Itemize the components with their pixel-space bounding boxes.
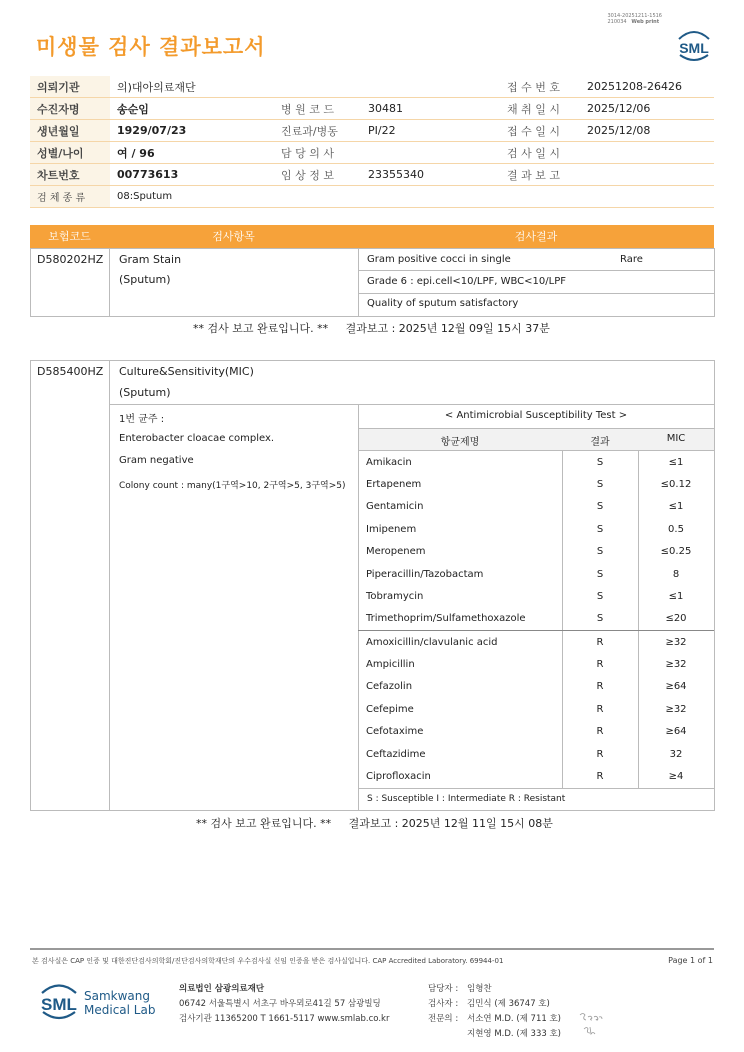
- info-value: [580, 186, 714, 208]
- info-value: PI/22: [361, 120, 500, 142]
- header-test-result: 검사결과: [514, 230, 558, 243]
- info-label: 수진자명: [30, 98, 110, 120]
- info-value: 2025/12/08: [580, 120, 714, 142]
- ast-name: Meropenem: [366, 546, 426, 558]
- patient-info-table: [30, 76, 714, 208]
- staff-role: 담당자 :: [428, 984, 459, 994]
- ast-mic: 32: [669, 748, 683, 760]
- ast-row: [358, 721, 714, 743]
- ast-mic: ≤1: [668, 501, 684, 513]
- ast-row: [358, 698, 714, 720]
- web-print-id: 3014-20251211-1516: [607, 13, 662, 19]
- info-value: 30481: [361, 98, 500, 120]
- info-value: 2025/12/06: [580, 98, 714, 120]
- ast-row: [358, 743, 714, 765]
- ast-name: Ciprofloxacin: [366, 771, 431, 783]
- cap-certification: 본 검사실은 CAP 인증 및 대한진단검사의학회/진단검사의학재단의 우수검사실 신임 인증을 받은 검사실입니다. CAP Accredited Laboratory. 69944-01: [32, 957, 504, 965]
- staff-name: 임형찬: [467, 984, 492, 994]
- ast-name: Cefazolin: [366, 681, 413, 693]
- ast-row: [358, 631, 714, 653]
- ast-res: S: [596, 456, 604, 468]
- lab-name: [84, 989, 155, 1017]
- info-label: 접 수 번 호: [500, 76, 580, 98]
- ast-name: Piperacillin/Tazobactam: [366, 568, 484, 580]
- info-label: 접 수 일 시: [500, 120, 580, 142]
- ast-mic: ≤0.12: [660, 479, 692, 491]
- web-print-stamp: [607, 13, 662, 25]
- ast-res: S: [596, 479, 604, 491]
- info-value: 08:Sputum: [110, 186, 274, 208]
- ast-res: S: [596, 613, 604, 625]
- ast-row: [358, 585, 714, 607]
- info-row: [30, 142, 714, 164]
- ast-res: S: [596, 591, 604, 603]
- ast-res: R: [596, 703, 604, 715]
- ast-row: [358, 563, 714, 585]
- header-test-item: 검사항목: [212, 230, 255, 243]
- ast-name: Ampicillin: [366, 659, 415, 671]
- organism-label: 1번 균주 :: [119, 414, 165, 425]
- ast-mic: ≤20: [665, 613, 687, 625]
- ast-mic: 8: [672, 568, 680, 580]
- ast-res: S: [596, 568, 604, 580]
- sml-logo: [674, 27, 714, 63]
- ast-row: [358, 473, 714, 495]
- ast-res: R: [596, 726, 604, 738]
- info-value: 의)대아의료재단: [110, 76, 274, 98]
- ast-res: S: [596, 523, 604, 535]
- culture-specimen: (Sputum): [119, 386, 171, 399]
- ast-mic: ≤1: [668, 456, 684, 468]
- ast-name: Cefotaxime: [366, 726, 424, 738]
- sml-logo-text: SML: [679, 40, 709, 56]
- ast-mic: ≥32: [665, 703, 687, 715]
- staff-role: 검사자 :: [428, 999, 459, 1009]
- info-row: [30, 120, 714, 142]
- signature-image: [576, 1009, 608, 1039]
- ast-mic: ≥4: [668, 771, 684, 783]
- ast-res: R: [596, 681, 604, 693]
- header-insurance-code: 보험코드: [48, 230, 91, 243]
- gram-result-1: Gram positive cocci in single: [367, 254, 511, 265]
- ast-res: R: [596, 659, 604, 671]
- ast-res: R: [596, 771, 604, 783]
- ast-title: < Antimicrobial Susceptibility Test >: [444, 410, 628, 421]
- gram-result-3: Quality of sputum satisfactory: [367, 298, 519, 309]
- info-value: 여 / 96: [110, 142, 274, 164]
- info-value: [361, 186, 500, 208]
- info-value: 1929/07/23: [110, 120, 274, 142]
- culture-item: Culture&Sensitivity(MIC): [119, 365, 254, 378]
- colony-count: Colony count : many(1구역>10, 2구역>5, 3구역>5): [119, 481, 346, 491]
- sml-footer-logo-text: SML: [41, 995, 77, 1014]
- web-print-line2: [607, 19, 662, 25]
- results-table-header: [30, 225, 714, 248]
- ast-legend: S : Susceptible I : Intermediate R : Resistant: [367, 794, 566, 804]
- ast-name: Cefepime: [366, 703, 414, 715]
- info-value: [580, 142, 714, 164]
- ast-mic: ≤1: [668, 591, 684, 603]
- info-label: 검 사 일 시: [500, 142, 580, 164]
- info-label: 진료과/병동: [274, 120, 361, 142]
- info-label: 채 취 일 시: [500, 98, 580, 120]
- web-print-label: Web print: [631, 19, 660, 25]
- ast-row: [358, 765, 714, 787]
- ast-col-mic: MIC: [666, 433, 686, 444]
- staff-line: [428, 1012, 561, 1027]
- page-number: Page 1 of 1: [668, 956, 713, 965]
- ast-name: Gentamicin: [366, 501, 424, 513]
- staff-name: 지현영 M.D. (제 333 호): [467, 1029, 562, 1039]
- info-value: [361, 76, 500, 98]
- info-value: 20251208-26426: [580, 76, 714, 98]
- ast-row: [358, 541, 714, 563]
- lab-address: 06742 서울특별시 서초구 바우뫼로41길 57 삼광빌딩: [179, 999, 381, 1009]
- info-value: 00773613: [110, 164, 274, 186]
- info-label: [274, 76, 361, 98]
- ast-row: [358, 518, 714, 540]
- organism-name: Enterobacter cloacae complex.: [119, 433, 275, 444]
- staff-block: [428, 982, 561, 1042]
- ast-res: R: [596, 748, 604, 760]
- culture-report-note: ** 검사 보고 완료입니다. ** 결과보고 : 2025년 12월 11일 15시 08분: [196, 817, 553, 830]
- info-row: [30, 164, 714, 186]
- sml-footer-logo: [36, 980, 82, 1022]
- ast-row: [358, 653, 714, 675]
- ast-mic: ≥32: [665, 659, 687, 671]
- web-print-code: 210034: [607, 19, 627, 25]
- ast-col-drug: 항균제명: [440, 437, 480, 448]
- info-label: 의뢰기관: [30, 76, 110, 98]
- ast-table-susceptible: [358, 451, 714, 630]
- staff-line: [428, 997, 561, 1012]
- ast-mic: ≥64: [665, 726, 687, 738]
- gram-item: Gram Stain: [119, 253, 182, 266]
- ast-name: Ertapenem: [366, 479, 422, 491]
- footer-divider: [30, 948, 714, 950]
- staff-name: 김민식 (제 36747 호): [467, 999, 550, 1009]
- staff-name: 서소연 M.D. (제 711 호): [467, 1014, 562, 1024]
- ast-name: Amoxicillin/clavulanic acid: [366, 636, 498, 648]
- gram-result-2: Grade 6 : epi.cell<10/LPF, WBC<10/LPF: [367, 276, 566, 287]
- lab-name-line1: Samkwang: [84, 989, 150, 1003]
- culture-code: D585400HZ: [37, 365, 104, 378]
- info-row: [30, 98, 714, 120]
- info-label: 임 상 정 보: [274, 164, 361, 186]
- ast-res: S: [596, 546, 604, 558]
- gram-code: D580202HZ: [37, 253, 104, 266]
- lab-contact: 검사기관 11365200 T 1661-5117 www.smlab.co.kr: [179, 1014, 390, 1024]
- lab-org: 의료법인 삼광의료재단: [179, 984, 265, 994]
- lab-name-line2: Medical Lab: [84, 1003, 156, 1017]
- ast-name: Amikacin: [366, 456, 412, 468]
- ast-col-result: 결과: [590, 437, 610, 448]
- info-label: 성별/나이: [30, 142, 110, 164]
- staff-line: [428, 1027, 561, 1042]
- gram-report-note: ** 검사 보고 완료입니다. ** 결과보고 : 2025년 12월 09일 15시 37분: [193, 322, 550, 335]
- info-value: 23355340: [361, 164, 500, 186]
- ast-res: R: [596, 636, 604, 648]
- gram-result-1b: Rare: [620, 254, 643, 265]
- ast-name: Imipenem: [366, 523, 417, 535]
- ast-name: Tobramycin: [366, 591, 424, 603]
- info-label: 병 원 코 드: [274, 98, 361, 120]
- ast-name: Trimethoprim/Sulfamethoxazole: [366, 613, 526, 625]
- ast-row: [358, 608, 714, 630]
- info-value: [580, 164, 714, 186]
- page-title: 미생물 검사 결과보고서: [36, 35, 266, 59]
- ast-name: Ceftazidime: [366, 748, 426, 760]
- ast-row: [358, 451, 714, 473]
- info-label: 결 과 보 고: [500, 164, 580, 186]
- info-label: 차트번호: [30, 164, 110, 186]
- info-label: [274, 186, 361, 208]
- gram-specimen: (Sputum): [119, 273, 171, 286]
- info-label: 생년월일: [30, 120, 110, 142]
- ast-mic: ≥32: [665, 636, 687, 648]
- staff-role: 전문의 :: [428, 1014, 459, 1024]
- info-row: [30, 186, 714, 208]
- ast-row: [358, 676, 714, 698]
- lab-address-block: [179, 982, 389, 1027]
- info-value: 송순임: [110, 98, 274, 120]
- ast-mic: 0.5: [668, 523, 684, 535]
- ast-res: S: [596, 501, 604, 513]
- info-label: [500, 186, 580, 208]
- info-value: [361, 142, 500, 164]
- organism-gram: Gram negative: [119, 455, 194, 466]
- ast-mic: ≤0.25: [660, 546, 692, 558]
- info-label: 담 당 의 사: [274, 142, 361, 164]
- ast-row: [358, 496, 714, 518]
- info-label: 검 체 종 류: [30, 186, 110, 208]
- info-row: [30, 76, 714, 98]
- ast-table-resistant: [358, 631, 714, 788]
- ast-mic: ≥64: [665, 681, 687, 693]
- staff-line: [428, 982, 561, 997]
